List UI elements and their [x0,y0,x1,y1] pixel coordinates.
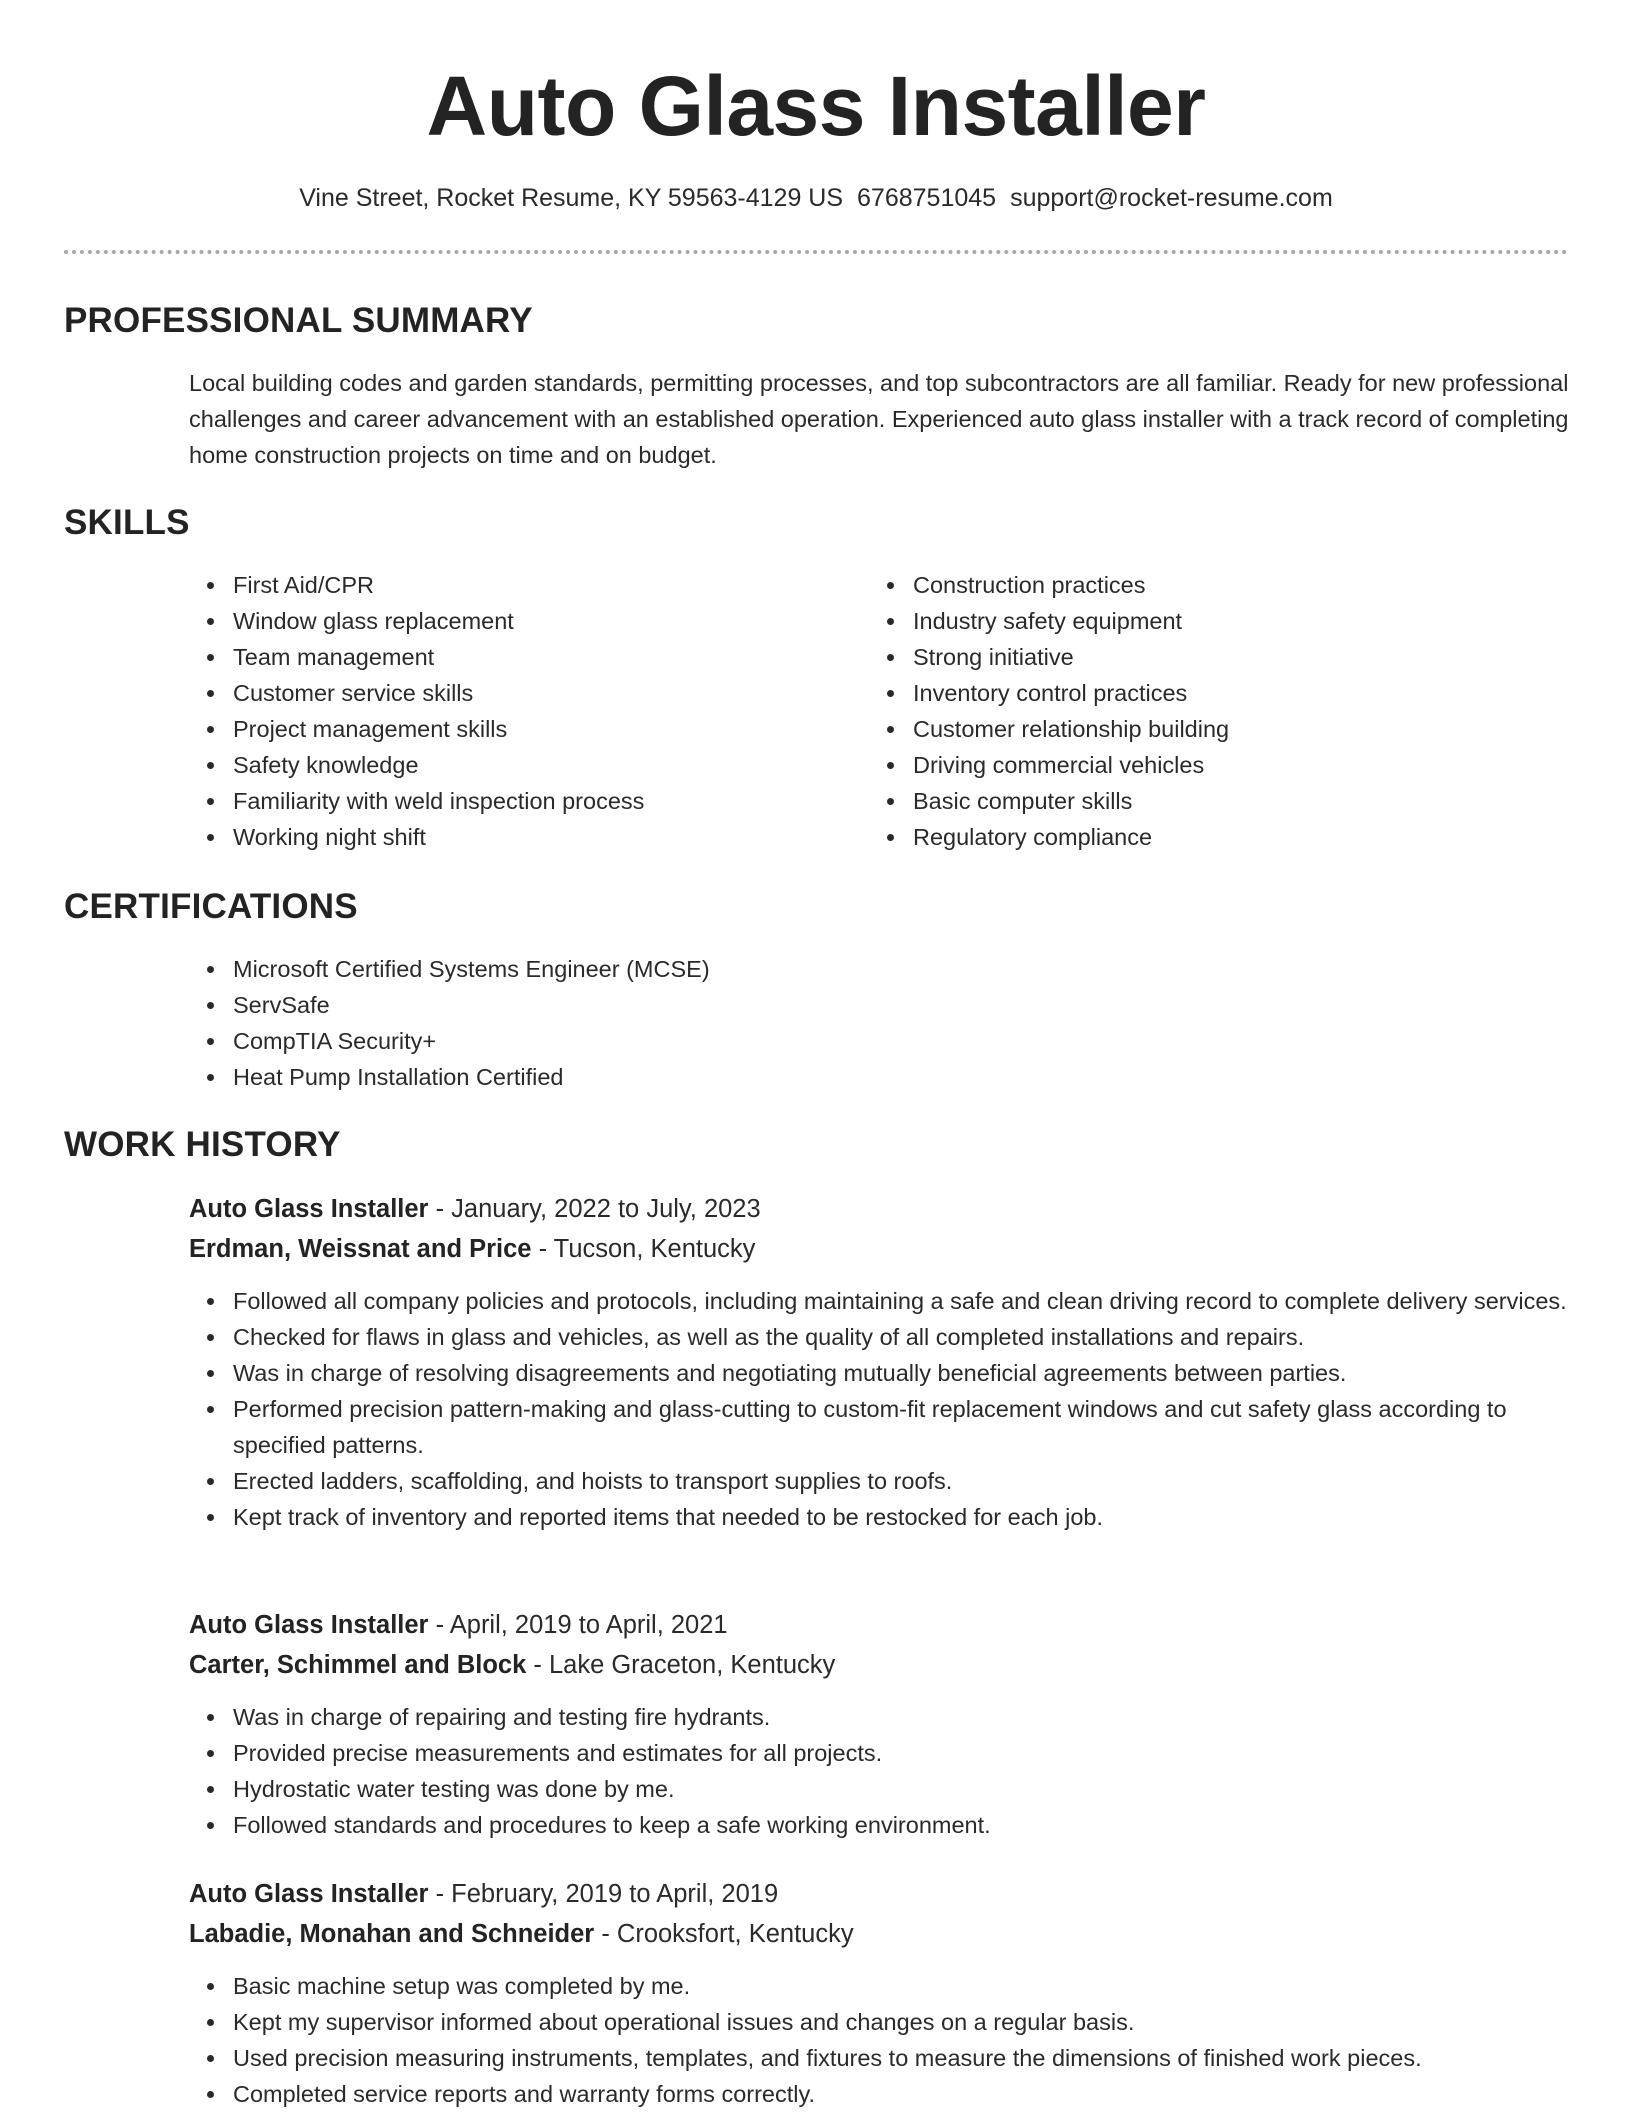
skills-heading: SKILLS [64,503,190,542]
job-company-line [189,1914,854,1954]
job-location: - Tucson, Kentucky [531,1235,756,1263]
job-dates: - April, 2019 to April, 2021 [428,1611,728,1639]
contact-address: Vine Street, Rocket Resume, KY 59563-4129 US [299,184,844,212]
list-item: Checked for flaws in glass and vehicles, as well as the quality of all completed installations and repairs. [189,1319,1569,1355]
list-item: Customer relationship building [869,711,1509,747]
list-item: Erected ladders, scaffolding, and hoists to transport supplies to roofs. [189,1463,1569,1499]
list-item: Inventory control practices [869,675,1509,711]
job-bullets [189,1699,1569,1843]
job-bullets [189,1968,1569,2112]
job-title: Auto Glass Installer [189,1611,429,1639]
list-item: Kept my supervisor informed about operational issues and changes on a regular basis. [189,2004,1569,2040]
list-item: Construction practices [869,567,1509,603]
certifications-list [189,951,1569,1095]
job-title: Auto Glass Installer [189,1195,429,1223]
list-item: Familiarity with weld inspection process [189,783,829,819]
job-dates: - February, 2019 to April, 2019 [428,1880,779,1908]
list-item: Window glass replacement [189,603,829,639]
list-item: Industry safety equipment [869,603,1509,639]
job-company-line [189,1645,835,1685]
list-item: Completed service reports and warranty forms correctly. [189,2076,1569,2112]
contact-line [0,180,1632,216]
list-item: Heat Pump Installation Certified [189,1059,1569,1095]
list-item: Hydrostatic water testing was done by me. [189,1771,1569,1807]
skills-list-left [189,567,829,855]
job-company: Erdman, Weissnat and Price [189,1235,532,1263]
list-item: Followed standards and procedures to keep a safe working environment. [189,1807,1569,1843]
list-item: First Aid/CPR [189,567,829,603]
job-location: - Lake Graceton, Kentucky [526,1651,836,1679]
list-item: Working night shift [189,819,829,855]
header-divider [64,250,1568,254]
job-company-line [189,1229,755,1269]
job-bullets [189,1283,1569,1535]
contact-phone: 6768751045 [857,184,997,212]
list-item: Kept track of inventory and reported items that needed to be restocked for each job. [189,1499,1569,1535]
list-item: Used precision measuring instruments, templates, and fixtures to measure the dimensions of finished work pieces. [189,2040,1569,2076]
list-item: Basic computer skills [869,783,1509,819]
list-item: Safety knowledge [189,747,829,783]
job-title-line [189,1874,778,1914]
list-item: Performed precision pattern-making and glass-cutting to custom-fit replacement windows and cut safety glass according to specified patterns. [189,1391,1569,1463]
list-item: Strong initiative [869,639,1509,675]
job-location: - Crooksfort, Kentucky [594,1920,854,1948]
list-item: Was in charge of resolving disagreements and negotiating mutually beneficial agreements between parties. [189,1355,1569,1391]
list-item: Driving commercial vehicles [869,747,1509,783]
summary-text: Local building codes and garden standards, permitting processes, and top subcontractors are all familiar. Ready for new professional challenges and career advancement with an established operation. Experienced auto glass installer with a track record of completing home construction projects on time and on budget. [189,370,1569,468]
list-item: Project management skills [189,711,829,747]
job-company: Carter, Schimmel and Block [189,1651,527,1679]
list-item: Basic machine setup was completed by me. [189,1968,1569,2004]
list-item: Provided precise measurements and estimates for all projects. [189,1735,1569,1771]
job-dates: - January, 2022 to July, 2023 [428,1195,761,1223]
resume-title: Auto Glass Installer [426,59,1206,153]
list-item: Regulatory compliance [869,819,1509,855]
list-item: Followed all company policies and protocols, including maintaining a safe and clean driving record to complete delivery services. [189,1283,1569,1319]
contact-email: support@rocket-resume.com [1010,184,1333,212]
list-item: CompTIA Security+ [189,1023,1569,1059]
skills-list-right [869,567,1509,855]
work-history-heading: WORK HISTORY [64,1125,341,1164]
list-item: ServSafe [189,987,1569,1023]
job-title-line [189,1189,761,1229]
certifications-heading: CERTIFICATIONS [64,887,358,926]
list-item: Customer service skills [189,675,829,711]
job-title-line [189,1605,728,1645]
job-title: Auto Glass Installer [189,1880,429,1908]
summary-heading: PROFESSIONAL SUMMARY [64,301,533,340]
list-item: Was in charge of repairing and testing fire hydrants. [189,1699,1569,1735]
list-item: Team management [189,639,829,675]
list-item: Microsoft Certified Systems Engineer (MCSE) [189,951,1569,987]
job-company: Labadie, Monahan and Schneider [189,1920,595,1948]
